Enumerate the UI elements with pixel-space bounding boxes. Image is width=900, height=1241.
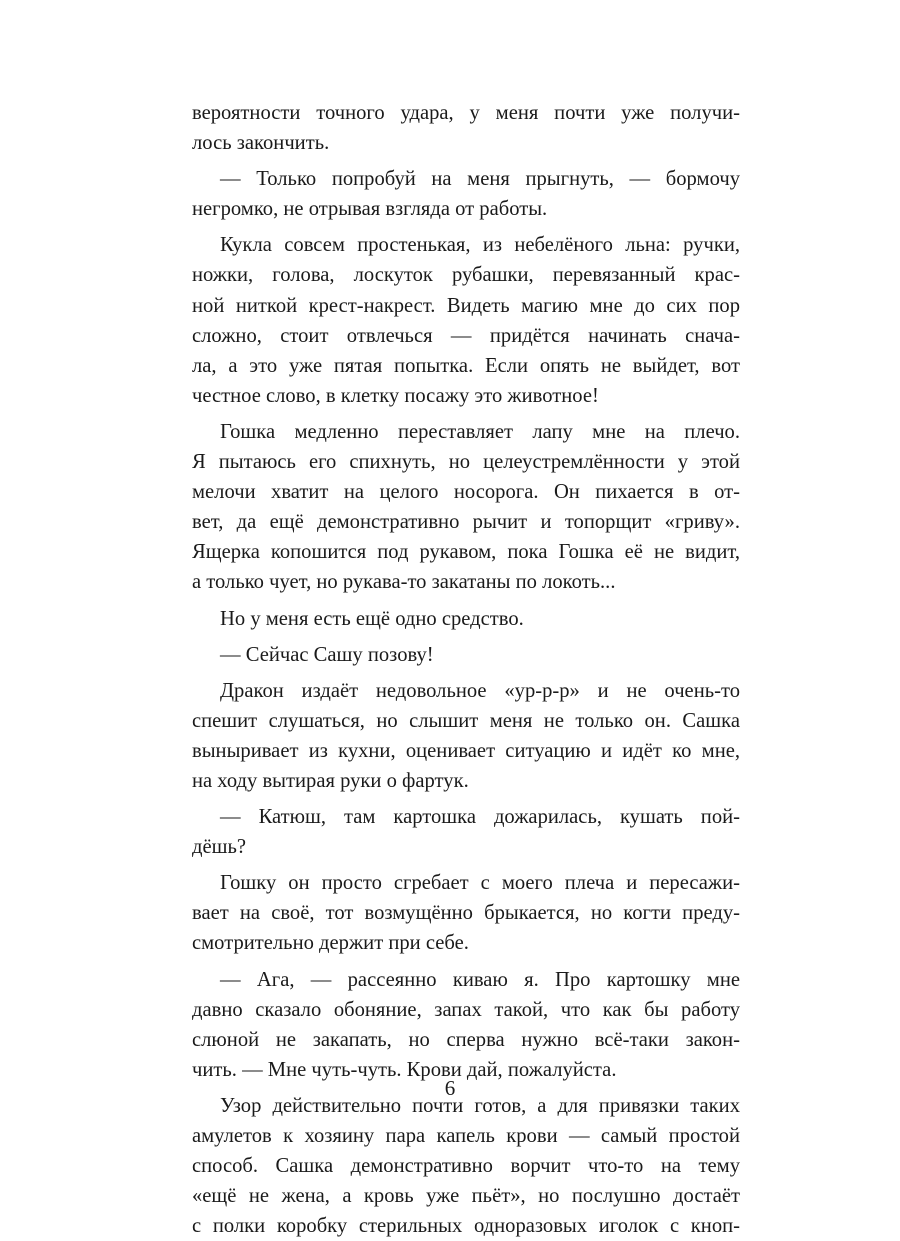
text-line: ножки, голова, лоскуток рубашки, перевязанный крас- (192, 264, 740, 287)
text-line: Гошку он просто сгребает с моего плеча и пересажи- (220, 872, 740, 895)
text-line: сложно, стоит отвлечься — придётся начинать снача- (192, 324, 740, 347)
text-line: Кукла совсем простенькая, из небелёного льна: ручки, (220, 234, 740, 257)
text-line: выныривает из кухни, оценивает ситуацию и идёт ко мне, (192, 739, 740, 762)
text-line: амулетов к хозяину пара капель крови — самый простой (192, 1125, 740, 1147)
text-line: способ. Сашка демонстративно ворчит что-то на тему (192, 1155, 740, 1178)
text-line: негромко, не отрывая взгляда от работы. (192, 198, 548, 221)
text-line: Но у меня есть ещё одно средство. (220, 607, 524, 630)
text-line: Дракон издаёт недовольное «ур-р-р» и не очень-то (220, 679, 740, 702)
text-line: вет, да ещё демонстративно рычит и топорщит «гриву». (192, 511, 740, 534)
text-line: лось закончить. (192, 132, 330, 155)
text-line: — Сейчас Сашу позову! (220, 643, 434, 666)
text-line: чить. — Мне чуть-чуть. Крови дай, пожалуйста. (192, 1058, 617, 1081)
text-line: дёшь? (192, 836, 247, 859)
text-line: давно сказало обоняние, запах такой, что как бы работу (192, 998, 740, 1021)
text-line: ла, а это уже пятая попытка. Если опять не выйдет, вот (192, 354, 740, 377)
text-line: на ходу вытирая руки о фартук. (192, 769, 469, 792)
text-line: ной ниткой крест-накрест. Видеть магию мне до сих пор (192, 294, 740, 317)
text-line: слюной не закапать, но сперва нужно всё-таки закон- (192, 1028, 740, 1051)
text-line: Гошка медленно переставляет лапу мне на плечо. (220, 420, 740, 443)
text-line: Я пытаюсь его спихнуть, но целеустремлённости у этой (192, 451, 740, 474)
body-text (192, 98, 740, 1241)
text-line: спешит слушаться, но слышит меня не только он. Сашка (192, 709, 740, 732)
text-line: с полки коробку стерильных одноразовых иголок с кноп- (192, 1215, 740, 1238)
text-line: честное слово, в клетку посажу это животное! (192, 384, 599, 407)
text-line: «ещё не жена, а кровь уже пьёт», но послушно достаёт (192, 1185, 740, 1208)
text-line: — Катюш, там картошка дожарилась, кушать пой- (220, 806, 740, 829)
text-line: а только чует, но рукава-то закатаны по локоть... (192, 571, 616, 594)
text-line: мелочи хватит на целого носорога. Он пихается в от- (192, 481, 740, 504)
text-line: вает на своё, тот возмущённо брыкается, но когти преду- (192, 902, 740, 925)
text-line: Ящерка копошится под рукавом, пока Гошка её не видит, (192, 541, 740, 564)
text-line: смотрительно держит при себе. (192, 932, 469, 955)
text-line: — Только попробуй на меня прыгнуть, — бормочу (220, 168, 740, 191)
page-number: 6 (444, 1076, 456, 1100)
text-line: Узор действительно почти готов, а для привязки таких (220, 1094, 740, 1117)
text-line: — Ага, — рассеянно киваю я. Про картошку мне (220, 968, 740, 991)
text-line: вероятности точного удара, у меня почти уже получи- (192, 102, 740, 124)
